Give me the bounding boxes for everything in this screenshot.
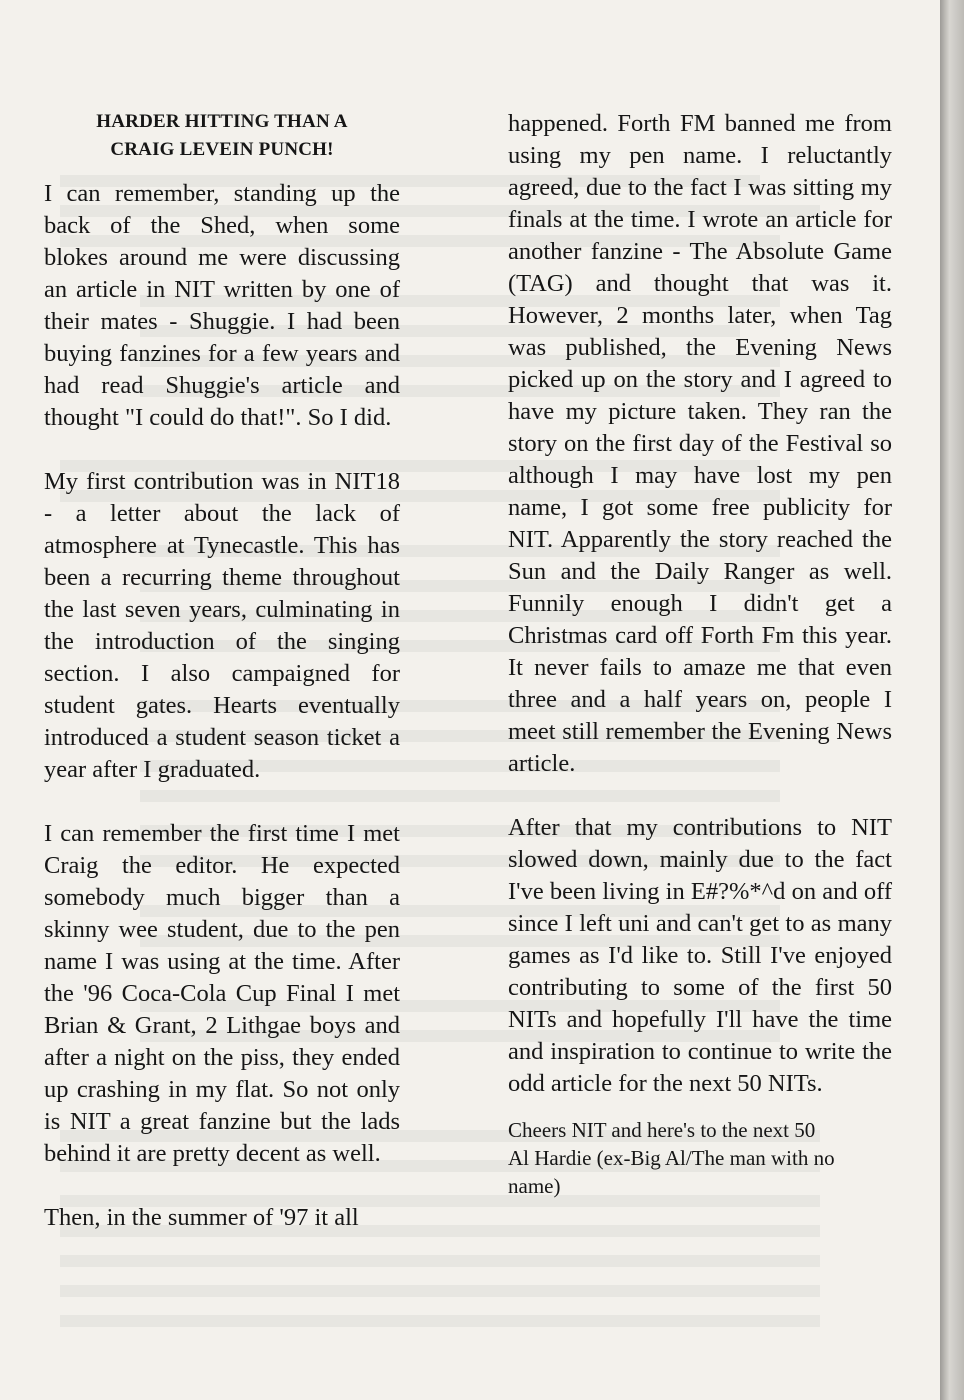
show-through-line [60, 1315, 820, 1327]
paragraph-contributions-slowed: After that my contributions to NIT slowed down, mainly due to the fact I've been living in E#?%*^d on and off since I left uni and can't get to as many games as I'd like to. Still I've enjoyed contributing to some of the first 50 NITs and hopefully I'll have the time and inspiration to continue to write the odd article for the next 50 NITs. [508, 814, 892, 1097]
left-column [44, 108, 400, 1266]
sign-off [508, 1116, 892, 1200]
show-through-line [60, 1285, 820, 1297]
paragraph-summer-97: Then, in the summer of '97 it all [44, 1204, 359, 1231]
paragraph-shed: I can remember, standing up the back of the Shed, when some blokes around me were discussing an article in NIT written by one of their mates - Shuggie. I had been buying fanzines for a few years and had read Shuggie's article and thought "I could do that!". So I did. [44, 180, 400, 431]
paragraph-meeting-editor: I can remember the first time I met Craig the editor. He expected somebody much bigger than a skinny wee student, due to the pen name I was using at the time. After the '96 Coca-Cola Cup Final I met Brian & Grant, 2 Lithgae boys and after a night on the piss, they ended up crashing in my flat. So not only is NIT a great fanzine but the lads behind it are pretty decent as well. [44, 820, 400, 1167]
sign-off-cheers: Cheers NIT and here's to the next 50 [508, 1118, 816, 1142]
heading-line-1: HARDER HITTING THAN A [96, 111, 348, 132]
paragraph-first-contribution: My first contribution was in NIT18 - a letter about the lack of atmosphere at Tynecastle. This has been a recurring theme throughout the last seven years, culminating in the introduction of the singing section. I also campaigned for student gates. Hearts eventually introduced a student season ticket a year after I graduated. [44, 468, 400, 783]
author-credit: Al Hardie (ex-Big Al/The man with no name) [508, 1146, 835, 1198]
binding-edge [940, 0, 964, 1400]
paragraph-pen-name-ban: happened. Forth FM banned me from using my pen name. I reluctantly agreed, due to the fact I was sitting my finals at the time. I wrote an article for another fanzine - The Absolute Game (TAG) and thought that was it. However, 2 months later, when Tag was published, the Evening News picked up on the story and I agreed to have my picture taken. They ran the story on the first day of the Festival so although I may have lost my pen name, I got some free publicity for NIT. Apparently the story reached the Sun and the Daily Ranger as well. Funnily enough I didn't get a Christmas card off Forth Fm this year. It never fails to amaze me that even three and a half years on, people I meet still remember the Evening News article. [508, 110, 892, 777]
article-heading [44, 108, 400, 164]
heading-line-2: CRAIG LEVEIN PUNCH! [110, 139, 334, 160]
right-column [508, 108, 892, 1200]
